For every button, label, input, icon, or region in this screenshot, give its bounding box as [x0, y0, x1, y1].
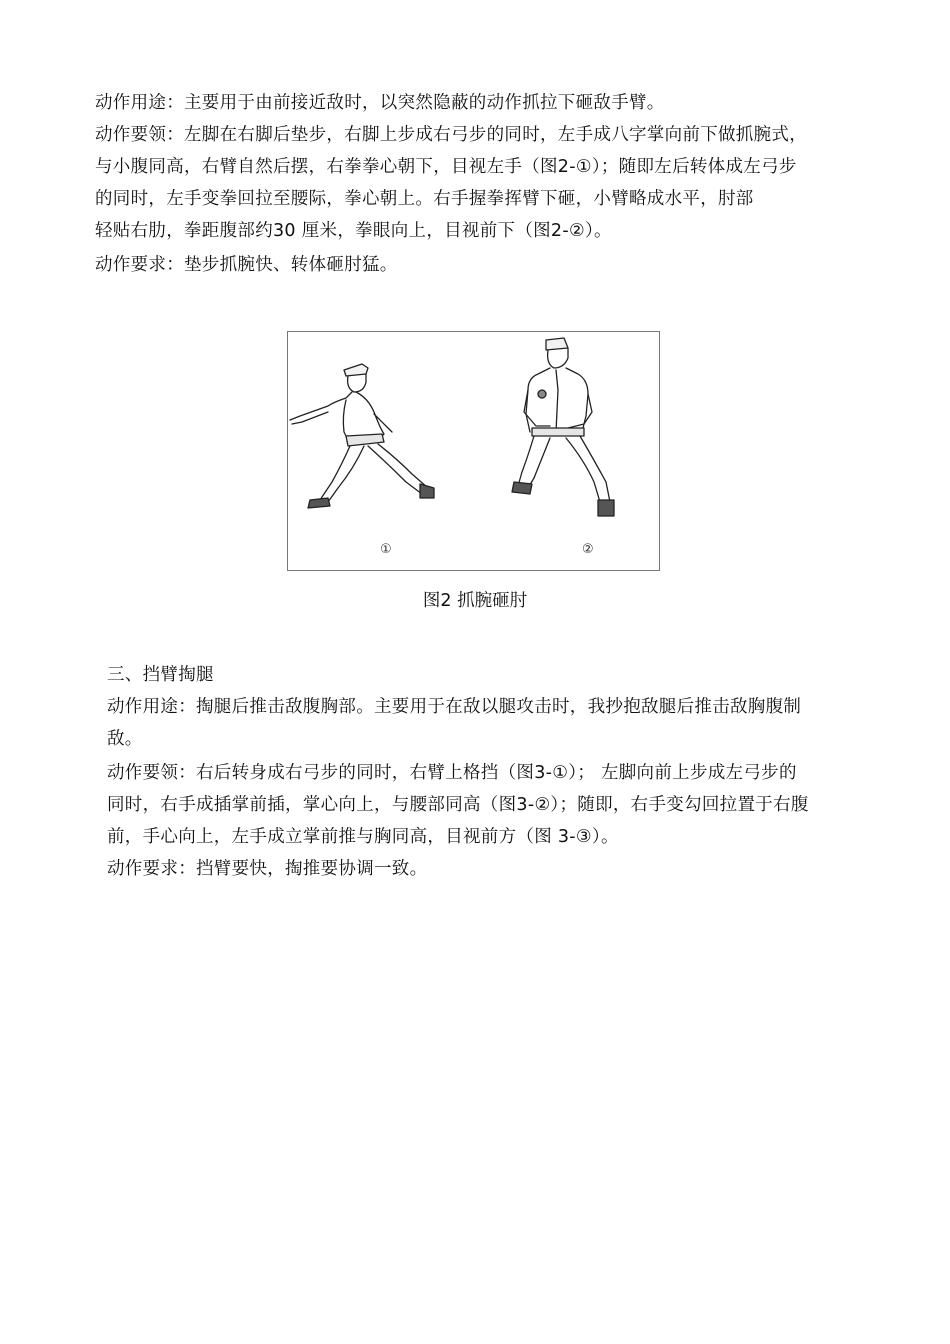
essentials-line: 与小腹同高，右臂自然后摆，右拳拳心朝下，目视左手（图2-①）；随即左后转体成左弓步 — [95, 157, 797, 177]
requirement-text: 动作要求：垫步抓腕快、转体砸肘猛。 — [95, 255, 398, 275]
purpose-text: 动作用途：主要用于由前接近敌时，以突然隐蔽的动作抓拉下砸敌手臂。 — [95, 93, 665, 113]
purpose-text: 动作用途：掏腿后推击敌腹胸部。主要用于在敌以腿攻击时，我抄抱敌腿后推击敌胸腹制 — [107, 697, 802, 717]
essentials-line: 轻贴右肋，拳距腹部约30 厘米，拳眼向上，目视前下（图2-②）。 — [95, 221, 612, 241]
soldier-figure-2 — [512, 338, 614, 516]
figure-caption: 图2 抓腕砸肘 — [422, 591, 528, 611]
section-heading: 三、挡臂掏腿 — [107, 665, 214, 685]
essentials-line: 的同时，左手变拳回拉至腰际，拳心朝上。右手握拳挥臂下砸，小臂略成水平，肘部 — [95, 189, 754, 209]
soldier-illustrations — [288, 332, 661, 572]
requirement-text: 动作要求：挡臂要快，掏推要协调一致。 — [107, 859, 428, 879]
purpose-text: 敌。 — [107, 729, 143, 749]
essentials-line: 动作要领：右后转身成右弓步的同时，右臂上格挡（图3-①）； 左脚向前上步成左弓步的 — [107, 763, 797, 783]
essentials-line: 动作要领：左脚在右脚后垫步，右脚上步成右弓步的同时，左手成八字掌向前下做抓腕式， — [95, 125, 807, 145]
figure-label-2: ② — [582, 542, 594, 557]
essentials-line: 前，手心向上，左手成立掌前推与胸同高，目视前方（图 3-③）。 — [107, 827, 619, 847]
essentials-line: 同时，右手成插掌前插，掌心向上，与腰部同高（图3-②）；随即，右手变勾回拉置于右腹 — [107, 795, 809, 815]
figure-label-1: ① — [380, 542, 392, 557]
figure-2-illustration — [287, 331, 660, 571]
soldier-figure-1 — [290, 364, 434, 508]
